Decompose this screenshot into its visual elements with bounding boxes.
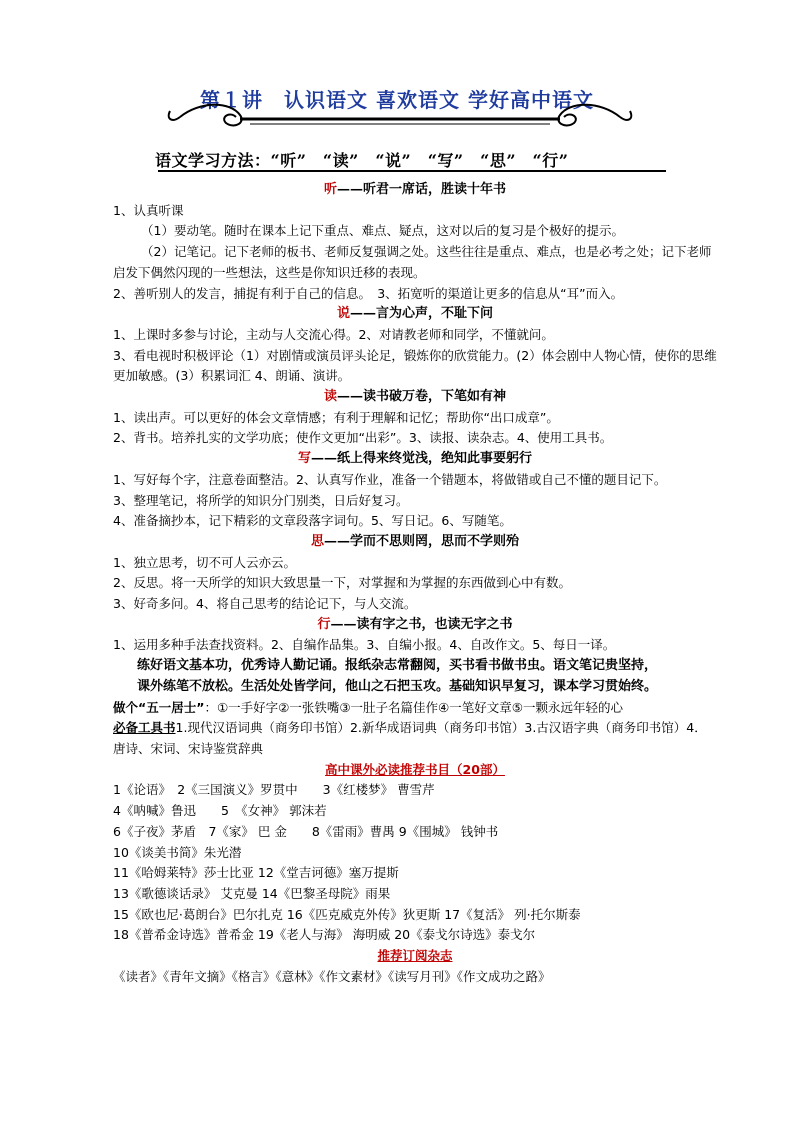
lecture-title: 第１讲 认识语文 喜欢语文 学好高中语文 — [200, 88, 594, 112]
shuo-line-1: 1、上课时多参与讨论，主动与人交流心得。2、对请教老师和同学，不懂就问。 — [113, 326, 554, 342]
section-heading-shuo: 说——言为心声，不耻下问 — [336, 306, 494, 322]
section-heading-ting: 听——听君一席话，胜读十年书 — [323, 182, 507, 197]
book-line-6: 13《歌德谈话录》 艾克曼 14《巴黎圣母院》雨果 — [113, 885, 391, 901]
book-line-1: 1《论语》 2《三国演义》罗贯中 3《红楼梦》 曹雪芹 — [113, 782, 435, 798]
motto-line-2: 课外练笔不放松。生活处处皆学问，他山之石把玉攻。基础知识早复习，课本学习贯始终。 — [137, 678, 658, 694]
du-line-2: 2、背书。培养扎实的文学功底；使作文更加“出彩”。3、读报、读杂志。4、使用工具书。 — [113, 430, 613, 446]
section-heading-xie: 写——纸上得来终觉浅，绝知此事要躬行 — [297, 451, 533, 467]
motto-line-1: 练好语文基本功，优秀诗人勤记诵。报纸杂志常翻阅，买书看书做书虫。语文笔记贵坚持， — [137, 658, 658, 674]
method-subtitle: 语文学习方法：“听” “读” “说” “写” “思” “行” — [155, 151, 569, 170]
si-line-3: 3、好奇多问。4、将自己思考的结论记下，与人交流。 — [113, 596, 417, 612]
book-line-8: 18《普希金诗选》普希金 19《老人与海》 海明威 20《泰戈尔诗选》泰戈尔 — [113, 927, 536, 943]
shuo-line-2: 3、看电视时积极评论（1）对剧情或演员评头论足，锻炼你的欣赏能力。(2）体会剧中人物心情，使你的思维更加敏感。(3）积累词汇 4、朗诵、演讲。 — [113, 347, 717, 384]
si-line-1: 1、独立思考，切不可人云亦云。 — [113, 554, 296, 570]
magazines-heading: 推荐订阅杂志 — [377, 948, 453, 964]
book-line-3: 6《子夜》茅盾 7《家》 巴 金 8《雷雨》曹禺 9《围城》 钱钟书 — [113, 823, 499, 839]
xie-line-2: 3、整理笔记，将所学的知识分门别类，日后好复习。 — [113, 492, 409, 508]
si-line-2: 2、反思。将一天所学的知识大致思量一下，对掌握和为掌握的东西做到心中有数。 — [113, 575, 571, 591]
content-body — [113, 180, 717, 987]
du-line-1: 1、读出声。可以更好的体会文章情感；有利于理解和记忆；帮助你“出口成章”。 — [113, 409, 559, 425]
section-heading-si: 思——学而不思则罔，思而不学则殆 — [310, 533, 520, 549]
ting-line-1: 1、认真听课 — [113, 202, 184, 218]
section-heading-xing: 行——读有字之书，也读无字之书 — [317, 616, 513, 632]
tools-line: 必备工具书1.现代汉语词典（商务印书馆）2.新华成语词典（商务印书馆）3.古汉语字典（商务印书馆）4．唐诗、宋词、宋诗鉴赏辞典 — [113, 720, 707, 756]
ting-line-2: （1）要动笔。随时在课本上记下重点、难点、疑点，这对以后的复习是个极好的提示。 — [141, 223, 624, 239]
subtitle-underline — [158, 170, 666, 172]
xing-line-1: 1、运用多种手法查找资料。2、自编作品集。3、自编小报。4、自改作文。5、每日一译。 — [113, 637, 616, 653]
book-line-2: 4《呐喊》鲁迅 5 《女神》 郭沫若 — [113, 803, 327, 819]
xie-line-3: 4、准备摘抄本，记下精彩的文章段落字词句。5、写日记。6、写随笔。 — [113, 513, 512, 529]
booklist-heading: 高中课外必读推荐书目（20部） — [325, 761, 505, 777]
book-line-7: 15《欧也尼·葛朗台》巴尔扎克 16《匹克威克外传》狄更斯 17《复活》 列·托尔斯泰 — [113, 906, 581, 922]
wuyi-line: 做个“五一居士”：①一手好字②一张铁嘴③一肚子名篇佳作④一笔好文章⑤一颗永远年轻的心 — [113, 699, 623, 715]
section-heading-du: 读——读书破万卷，下笔如有神 — [323, 389, 507, 405]
decorative-divider-icon — [160, 97, 640, 137]
xie-line-1: 1、写好每个字，注意卷面整洁。2、认真写作业，准备一个错题本，将做错或自己不懂的题目记下。 — [113, 471, 667, 487]
book-line-5: 11《哈姆莱特》莎士比亚 12《堂吉诃德》塞万提斯 — [113, 865, 399, 881]
ting-line-3: （2）记笔记。记下老师的板书、老师反复强调之处。这些往往是重点、难点，也是必考之处；记下老师启发下偶然闪现的一些想法，这些是你知识迁移的表现。 — [113, 244, 712, 280]
book-line-4: 10《谈美书简》朱光潜 — [113, 844, 242, 860]
ting-line-4: 2、善听别人的发言，捕捉有利于自己的信息。 3、拓宽听的渠道让更多的信息从“耳”而入。 — [113, 285, 624, 301]
magazines-line: 《读者》《青年文摘》《格言》《意林》《作文素材》《读写月刊》《作文成功之路》 — [113, 968, 551, 984]
